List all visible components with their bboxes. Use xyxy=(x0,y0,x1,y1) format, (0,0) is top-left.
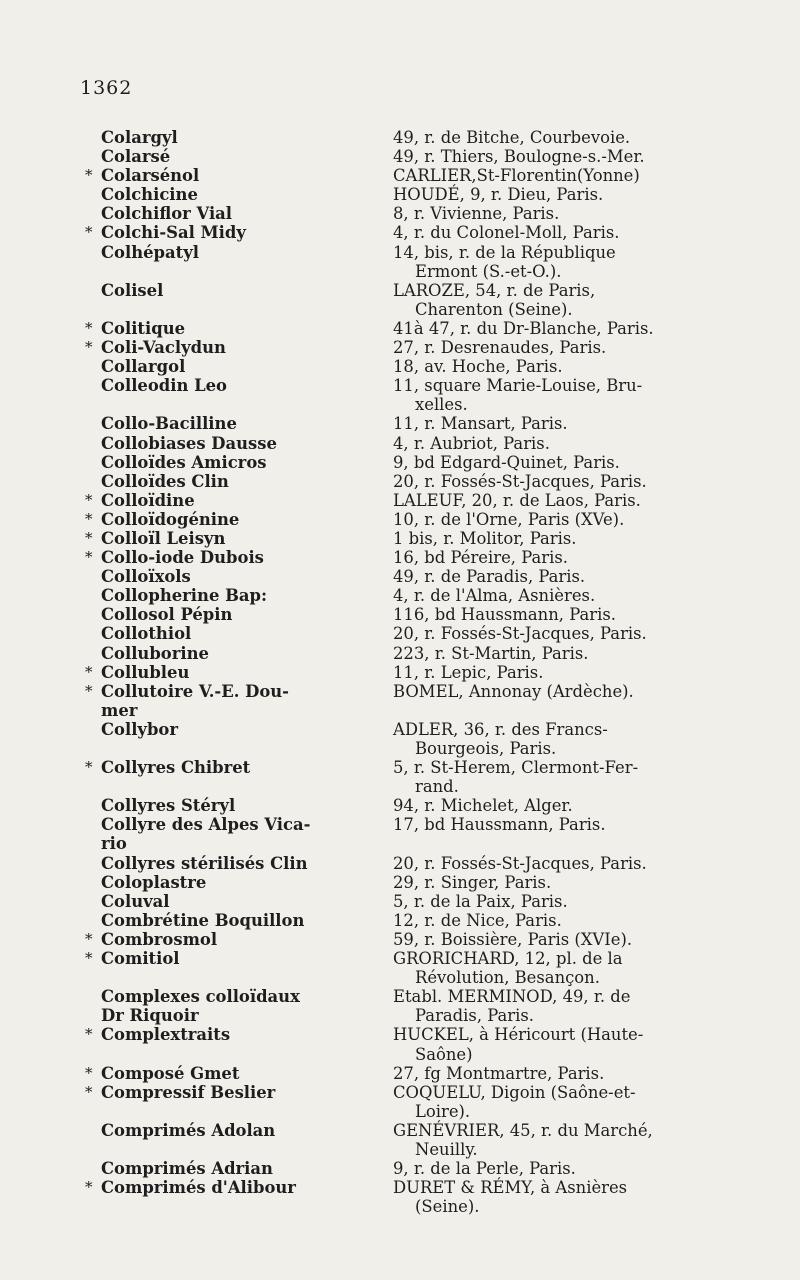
product-address xyxy=(393,338,735,357)
directory-entry xyxy=(95,644,735,663)
product-name: Colitique xyxy=(101,318,186,338)
product-name: Complexes colloïdaux Dr Riquoir xyxy=(101,987,300,1026)
asterisk-mark: * xyxy=(85,490,93,509)
directory-entry xyxy=(95,434,735,453)
directory-entry xyxy=(95,605,735,624)
product-name: Collothiol xyxy=(101,624,192,644)
directory-entry xyxy=(85,949,735,988)
product-name: Coli-Vaclydun xyxy=(101,338,226,358)
product-address xyxy=(393,644,735,663)
product-name: Colloïl Leisyn xyxy=(101,528,226,548)
address-line: 11, r. Mansart, Paris. xyxy=(393,414,568,434)
product-address xyxy=(393,796,735,815)
product-address xyxy=(393,605,735,624)
address-line: ADLER, 36, r. des Francs- xyxy=(393,719,608,739)
product-address xyxy=(393,319,735,338)
address-line: 27, fg Montmartre, Paris. xyxy=(393,1063,605,1083)
directory-entry xyxy=(85,1063,735,1083)
product-name: Combrosmol xyxy=(101,929,218,949)
product-address xyxy=(393,758,735,796)
address-line: 49, r. Thiers, Boulogne-s.-Mer. xyxy=(393,147,645,167)
directory-entry xyxy=(85,929,735,949)
product-address xyxy=(393,873,735,892)
product-address xyxy=(393,854,735,873)
product-name: Comprimés d'Alibour xyxy=(101,1178,296,1198)
address-continuation: rand. xyxy=(415,777,459,797)
product-name: Collyres Chibret xyxy=(101,758,251,778)
address-line: 27, r. Desrenaudes, Paris. xyxy=(393,338,607,358)
directory-entry xyxy=(85,223,735,243)
address-continuation: Charenton (Seine). xyxy=(415,299,573,319)
directory-entry xyxy=(95,911,735,930)
product-address xyxy=(393,663,735,682)
directory-entry xyxy=(95,567,735,586)
product-name: Collutoire V.-E. Dou- mer xyxy=(101,681,289,720)
address-continuation: Saône) xyxy=(415,1044,473,1064)
address-line: BOMEL, Annonay (Ardèche). xyxy=(393,681,634,701)
address-line: 10, r. de l'Orne, Paris (XVe). xyxy=(393,509,625,529)
product-name: Colleodin Leo xyxy=(101,376,227,396)
product-name: Collyre des Alpes Vica- rio xyxy=(101,815,311,854)
product-address xyxy=(393,491,735,510)
address-line: 4, r. de l'Alma, Asnières. xyxy=(393,586,596,606)
product-address xyxy=(393,204,735,223)
asterisk-mark: * xyxy=(85,1025,93,1044)
product-address xyxy=(393,472,735,491)
product-name: Colloïdes Amicros xyxy=(101,452,267,472)
directory-entry xyxy=(95,1159,735,1178)
directory-entry xyxy=(95,873,735,892)
product-address xyxy=(393,1083,735,1121)
product-address xyxy=(393,166,735,185)
asterisk-mark: * xyxy=(85,548,93,567)
address-line: 8, r. Vivienne, Paris. xyxy=(393,204,560,224)
product-address xyxy=(393,911,735,930)
address-line: 11, r. Lepic, Paris. xyxy=(393,662,544,682)
directory-entry xyxy=(85,1178,735,1217)
directory-entry xyxy=(85,318,735,338)
product-name: Collo-iode Dubois xyxy=(101,548,264,568)
directory-entry xyxy=(85,548,735,568)
directory-entry xyxy=(95,243,735,281)
product-name: Colhépatyl xyxy=(101,242,199,262)
directory-entry xyxy=(95,720,735,758)
address-line: 94, r. Michelet, Alger. xyxy=(393,796,573,816)
directory-entry xyxy=(95,472,735,491)
address-line: 9, r. de la Perle, Paris. xyxy=(393,1159,576,1179)
product-name: Collyres stérilisés Clin xyxy=(101,853,308,873)
product-address xyxy=(393,567,735,586)
address-line: 4, r. Aubriot, Paris. xyxy=(393,433,550,453)
address-line: HOUDÉ, 9, r. Dieu, Paris. xyxy=(393,185,604,205)
directory-entry xyxy=(95,185,735,204)
address-line: 59, r. Boissière, Paris (XVIe). xyxy=(393,929,633,949)
directory-entry xyxy=(85,490,735,510)
product-address xyxy=(393,185,735,204)
product-address xyxy=(393,281,735,319)
product-address xyxy=(393,376,735,414)
address-line: 41à 47, r. du Dr-Blanche, Paris. xyxy=(393,318,654,338)
directory-entry xyxy=(95,1121,735,1159)
product-name: Collobiases Dausse xyxy=(101,433,277,453)
address-line: 4, r. du Colonel-Moll, Paris. xyxy=(393,223,620,243)
address-line: 49, r. de Bitche, Courbevoie. xyxy=(393,128,631,147)
asterisk-mark: * xyxy=(85,338,93,357)
product-address xyxy=(393,223,735,242)
address-line: 20, r. Fossés-St-Jacques, Paris. xyxy=(393,471,647,491)
product-name: Collybor xyxy=(101,719,178,739)
product-name: Comprimés Adolan xyxy=(101,1120,276,1140)
product-address xyxy=(393,147,735,166)
asterisk-mark: * xyxy=(85,949,93,968)
product-address xyxy=(393,414,735,433)
address-continuation: Ermont (S.-et-O.). xyxy=(415,261,562,281)
address-line: DURET & RÉMY, à Asnières xyxy=(393,1178,628,1198)
directory-entry xyxy=(95,586,735,605)
address-line: 1 bis, r. Molitor, Paris. xyxy=(393,528,577,548)
product-name: Complextraits xyxy=(101,1025,231,1045)
product-name: Colchiflor Vial xyxy=(101,204,233,224)
directory-entry xyxy=(95,376,735,414)
product-address xyxy=(393,548,735,567)
product-name: Colloïdogénine xyxy=(101,509,240,529)
asterisk-mark: * xyxy=(85,758,93,777)
product-address xyxy=(393,434,735,453)
product-name: Collyres Stéryl xyxy=(101,796,236,816)
product-address xyxy=(393,815,735,853)
address-line: 223, r. St-Martin, Paris. xyxy=(393,643,589,663)
directory-entry xyxy=(95,357,735,376)
product-name: Colchi-Sal Midy xyxy=(101,223,246,243)
product-name: Collubleu xyxy=(101,662,190,682)
address-line: 5, r. St-Herem, Clermont-Fer- xyxy=(393,758,639,778)
product-address xyxy=(393,892,735,911)
product-name: Collosol Pépin xyxy=(101,605,233,625)
asterisk-mark: * xyxy=(85,223,93,242)
directory-entry xyxy=(85,1082,735,1121)
address-line: 20, r. Fossés-St-Jacques, Paris. xyxy=(393,853,647,873)
product-name: Colchicine xyxy=(101,185,198,205)
address-continuation: Paradis, Paris. xyxy=(415,1006,534,1026)
product-address xyxy=(393,1178,735,1216)
address-line: 17, bd Haussmann, Paris. xyxy=(393,815,606,835)
product-address xyxy=(393,1159,735,1178)
directory-entry xyxy=(85,528,735,548)
directory-entry xyxy=(95,624,735,643)
address-line: LAROZE, 54, r. de Paris, xyxy=(393,280,596,300)
directory-entry xyxy=(95,815,735,853)
product-address xyxy=(393,529,735,548)
directory-entry xyxy=(85,662,735,682)
address-line: 116, bd Haussmann, Paris. xyxy=(393,605,616,625)
product-address xyxy=(393,453,735,472)
directory-entry xyxy=(95,281,735,319)
directory-entry xyxy=(85,1025,735,1064)
product-address xyxy=(393,1064,735,1083)
address-line: Etabl. MERMINOD, 49, r. de xyxy=(393,987,631,1007)
address-line: 14, bis, r. de la République xyxy=(393,242,616,262)
address-line: COQUELU, Digoin (Saône-et- xyxy=(393,1082,636,1102)
product-address xyxy=(393,1121,735,1159)
product-address xyxy=(393,243,735,281)
asterisk-mark: * xyxy=(85,1178,93,1197)
directory-entry xyxy=(95,147,735,166)
address-continuation: Bourgeois, Paris. xyxy=(415,739,557,758)
product-name: Colloïdine xyxy=(101,490,195,510)
address-line: 11, square Marie-Louise, Bru- xyxy=(393,376,643,396)
address-line: GENÉVRIER, 45, r. du Marché, xyxy=(393,1120,653,1140)
directory-entry xyxy=(85,681,735,720)
directory-entry xyxy=(85,166,735,186)
product-name: Collopherine Bap: xyxy=(101,586,268,606)
directory-entry xyxy=(95,796,735,815)
product-name: Collo-Bacilline xyxy=(101,414,237,434)
product-name: Colluborine xyxy=(101,643,209,663)
directory-entry xyxy=(95,414,735,433)
address-line: 49, r. de Paradis, Paris. xyxy=(393,567,586,587)
directory-entry xyxy=(95,204,735,223)
product-name: Comitiol xyxy=(101,949,180,969)
product-address xyxy=(393,682,735,720)
product-name: Colloïxols xyxy=(101,567,191,587)
address-continuation: Neuilly. xyxy=(415,1139,478,1159)
asterisk-mark: * xyxy=(85,662,93,681)
asterisk-mark: * xyxy=(85,1063,93,1082)
asterisk-mark: * xyxy=(85,528,93,547)
address-line: 9, bd Edgard-Quinet, Paris. xyxy=(393,452,620,472)
product-name: Coloplastre xyxy=(101,872,207,892)
directory-entry xyxy=(95,892,735,911)
address-continuation: (Seine). xyxy=(415,1197,480,1217)
page-number: 1362 xyxy=(80,77,133,99)
product-name: Colarsénol xyxy=(101,166,200,186)
directory-entry xyxy=(95,987,735,1025)
asterisk-mark: * xyxy=(85,1082,93,1101)
product-name: Compressif Beslier xyxy=(101,1082,276,1102)
asterisk-mark: * xyxy=(85,929,93,948)
address-line: 18, av. Hoche, Paris. xyxy=(393,357,563,377)
address-line: CARLIER,St-Florentin(Yonne) xyxy=(393,166,640,186)
address-line: 16, bd Péreire, Paris. xyxy=(393,548,568,568)
product-address xyxy=(393,128,735,147)
directory-entry xyxy=(95,453,735,472)
asterisk-mark: * xyxy=(85,681,93,700)
address-continuation: Révolution, Besançon. xyxy=(415,968,600,988)
asterisk-mark: * xyxy=(85,318,93,337)
product-name: Colargyl xyxy=(101,128,178,147)
product-name: Comprimés Adrian xyxy=(101,1159,273,1179)
directory-entry xyxy=(85,338,735,358)
product-address xyxy=(393,1025,735,1063)
address-line: 29, r. Singer, Paris. xyxy=(393,872,552,892)
directory-entry xyxy=(95,128,735,147)
product-address xyxy=(393,624,735,643)
address-line: LALEUF, 20, r. de Laos, Paris. xyxy=(393,490,641,510)
product-name: Colarsé xyxy=(101,147,171,167)
product-address xyxy=(393,357,735,376)
product-name: Collargol xyxy=(101,357,186,377)
directory-entry xyxy=(95,854,735,873)
directory-entry xyxy=(85,509,735,529)
address-line: 20, r. Fossés-St-Jacques, Paris. xyxy=(393,624,647,644)
product-address xyxy=(393,930,735,949)
product-name: Combrétine Boquillon xyxy=(101,910,305,930)
address-continuation: xelles. xyxy=(415,395,468,415)
product-name: Colloïdes Clin xyxy=(101,471,229,491)
address-line: 12, r. de Nice, Paris. xyxy=(393,910,562,930)
address-continuation: Loire). xyxy=(415,1101,471,1121)
address-line: HUCKEL, à Héricourt (Haute- xyxy=(393,1025,644,1045)
product-address xyxy=(393,949,735,987)
product-address xyxy=(393,987,735,1025)
product-address xyxy=(393,720,735,758)
directory-entry xyxy=(85,758,735,797)
address-line: GRORICHARD, 12, pl. de la xyxy=(393,949,623,969)
product-address xyxy=(393,510,735,529)
asterisk-mark: * xyxy=(85,509,93,528)
asterisk-mark: * xyxy=(85,166,93,185)
product-address xyxy=(393,586,735,605)
directory-entries xyxy=(85,128,735,1217)
product-name: Composé Gmet xyxy=(101,1063,240,1083)
address-line: 5, r. de la Paix, Paris. xyxy=(393,891,568,911)
product-name: Coluval xyxy=(101,891,170,911)
product-name: Colisel xyxy=(101,280,164,300)
